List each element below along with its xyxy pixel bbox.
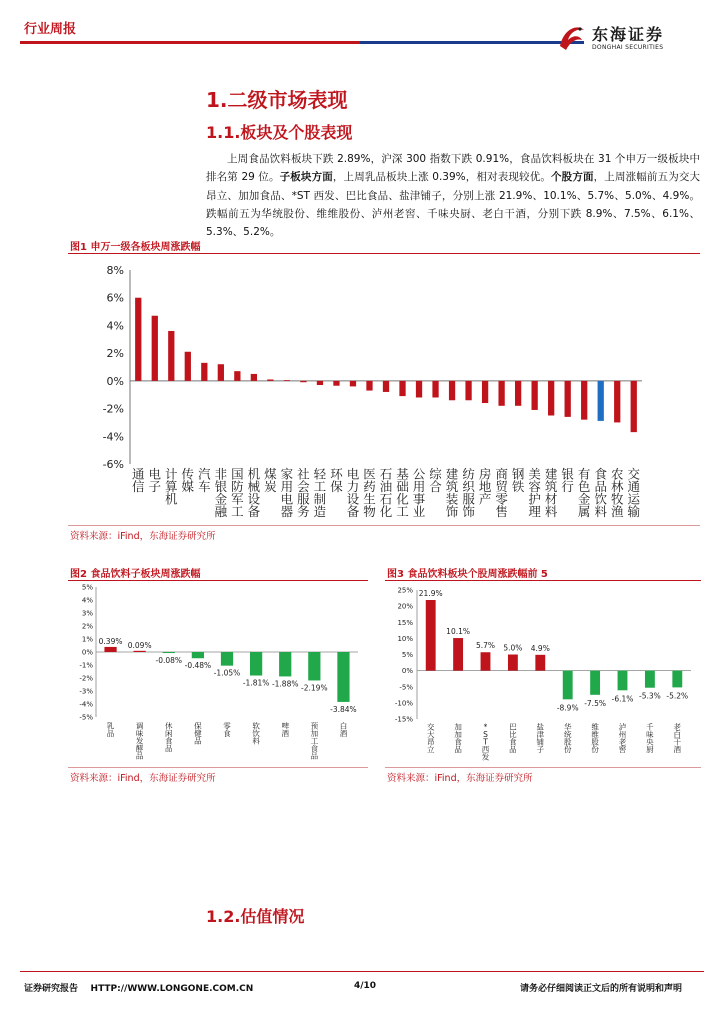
fig2-ytick: -2% [79,674,93,683]
dragon-logo-icon [556,20,588,54]
fig1-bar [135,298,141,381]
fig1-xlabel: 基础化工 [396,466,409,519]
fig1-ytick: -2% [102,402,124,416]
fig2-bar [104,647,116,652]
fig1-bar [317,381,323,385]
fig1-bar [168,331,174,381]
fig3-xlabel: * S T 西发 [481,722,490,762]
fig2-xlabel: 休闲食品 [165,721,173,753]
fig2-xlabel: 乳品 [106,721,115,738]
fig1-ytick: 0% [106,374,124,388]
fig1-xlabel: 非银金融 [214,466,228,519]
fig1-xlabel: 轻工制造 [313,466,327,519]
fig3-bar [590,671,600,695]
fig1-title: 图1 申万一级各板块周涨跌幅 [70,242,201,253]
fig3-xlabel: 交大昂立 [426,722,435,754]
fig1-bar [565,381,571,417]
logo-text-cn: 东海证券 [592,25,665,44]
fig1-xlabel: 公用事业 [412,466,426,519]
fig1-xlabel: 农林牧渔 [610,466,624,519]
fig2-xlabel: 白酒 [339,721,348,738]
fig1-xlabel: 石油石化 [379,466,393,519]
report-type: 行业周报 [24,22,77,37]
fig2-ytick: -4% [79,700,93,709]
fig1-xlabel: 银行 [561,466,574,494]
fig2-xlabel: 保健品 [194,721,202,746]
fig1-bar [300,381,306,382]
fig1-xlabel: 环保 [330,466,343,494]
fig1-xlabel: 煤炭 [264,466,277,494]
fig3-ytick: 15% [397,618,413,627]
fig3-chart [385,583,703,766]
fig3-data-label: -6.1% [611,694,634,704]
para-part-1: 上周食品饮料板块下跌 2.89%，沪深 300 指数下跌 0.91%，食品饮料板块在 31 个申万一级板块中排名第 29 位。 [206,153,700,184]
fig1-bar [267,379,273,380]
fig3-data-label: -7.5% [584,698,606,708]
fig2-xlabel: 软饮料 [252,721,260,746]
fig3-bar [481,652,491,670]
fig1-xlabel: 电子 [148,466,162,494]
fig1-xlabel: 通信 [132,466,145,494]
fig1-ytick: 4% [106,319,124,333]
fig2-bar [250,652,262,676]
fig2-data-label: -0.48% [184,661,212,671]
fig1-bar [631,381,637,432]
fig1-xlabel: 商贸零售 [495,466,508,519]
fig1-bar [548,381,554,416]
fig1-xlabel: 医药生物 [363,466,376,519]
fig1-xlabel: 机械设备 [247,466,261,519]
fig1-bar [218,364,224,381]
fig2-ytick: -5% [79,713,93,722]
fig3-bar [535,655,545,671]
fig2-bar [308,652,320,680]
fig3-xlabel: 泸州老窖 [618,722,627,754]
fig1-bottom-rule [68,525,700,526]
fig3-bar [645,671,655,688]
fig3-title-rule [385,580,701,581]
fig2-data-label: -2.19% [301,683,328,693]
logo-text-en: DONGHAI SECURITIES [592,44,664,51]
fig1-bar [366,381,372,391]
fig1-xlabel: 建筑材料 [544,466,558,519]
fig3-data-label: 5.7% [475,641,496,651]
fig3-data-label: 21.9% [418,588,443,598]
fig3-source: 资料来源：iFind，东海证券研究所 [387,773,533,784]
fig2-bar [221,652,233,666]
fig2-data-label: -3.84% [330,704,357,714]
fig3-ytick: 0% [401,667,413,676]
fig3-xlabel: 老白干酒 [673,722,682,754]
fig3-bar [453,638,463,671]
fig2-data-label: -0.08% [155,656,183,666]
fig3-data-label: -8.9% [556,703,579,713]
para-bold-stock: 个股方面 [551,171,594,184]
footer-left: 证券研究报告 HTTP://WWW.LONGONE.COM.CN [24,984,254,994]
fig2-source: 资料来源：iFind，东海证券研究所 [70,773,216,784]
header-rule [20,41,360,44]
fig2-title: 图2 食品饮料子板块周涨跌幅 [70,569,201,580]
fig2-bar [163,652,175,653]
fig1-bar [350,381,356,387]
fig3-ytick: 25% [397,586,413,595]
fig2-title-rule [68,580,368,581]
fig3-bottom-rule [385,767,701,768]
fig2-xlabel: 预加工食品 [310,721,319,761]
fig1-xlabel: 钢铁 [511,466,525,494]
summary-paragraph [206,150,700,241]
fig1-xlabel: 计算机 [165,466,178,507]
fig2-bottom-rule [68,767,368,768]
fig1-bar [416,381,422,398]
footer-disclaimer: 请务必仔细阅读正文后的所有说明和声明 [520,984,683,994]
fig1-bar [234,371,240,381]
fig1-xlabel: 家用电器 [280,466,294,519]
fig2-data-label: -1.88% [271,679,299,689]
fig1-source: 资料来源：iFind，东海证券研究所 [70,531,216,542]
fig1-xlabel: 交通运输 [627,466,640,519]
fig1-bar [284,380,290,381]
fig1-xlabel: 房地产 [478,466,492,507]
fig3-ytick: 10% [397,634,413,643]
fig3-data-label: 5.0% [503,643,523,653]
para-part-3: ，上周涨幅前五为交大昂立、加加食品、*ST 西发、巴比食品、盐津铺子，分别上涨 21.9%、10.1%、5.7%、5.0%、4.9%。跌幅前五为华统股份、维维股份、泸州老窖、千味央厨、老白干酒，分别下跌 8.9%、7.5%、6.1%、5.3%、5.2%。 [206,171,701,239]
fig2-bar [192,652,204,658]
fig1-xlabel: 国防军工 [231,466,244,519]
fig2-ytick: 2% [81,622,93,631]
fig3-xlabel: 千味央厨 [646,722,654,754]
fig3-data-label: 10.1% [446,627,471,637]
fig2-ytick: -3% [79,687,93,696]
fig1-bar [449,381,455,400]
fig1-title-rule [68,253,700,254]
fig3-title: 图3 食品饮料板块个股周涨跌幅前 5 [387,569,548,580]
fig2-ytick: -1% [79,661,93,670]
fig1-chart [68,256,702,524]
fig2-bar [279,652,291,676]
fig1-bar [201,363,207,381]
fig3-bar [508,655,518,671]
fig3-ytick: 5% [401,651,413,659]
fig1-ytick: 2% [106,347,124,361]
fig3-data-label: 4.9% [530,643,550,653]
fig2-ytick: 4% [81,596,93,605]
fig1-xlabel: 汽车 [198,466,211,494]
fig1-ytick: 8% [106,264,124,277]
fig3-xlabel: 维维股份 [591,722,599,754]
fig2-data-label: 0.09% [127,640,152,650]
fig1-bar [581,381,587,420]
fig1-bar [432,381,438,398]
fig1-ytick: 6% [106,291,124,305]
fig1-bar [598,381,604,421]
fig2-data-label: -1.81% [242,678,270,688]
company-logo [556,20,706,60]
fig2-ytick: 1% [81,635,93,644]
fig3-ytick: -5% [399,683,413,692]
fig1-xlabel: 社会服务 [297,466,310,519]
fig3-bar [618,671,628,691]
fig1-xlabel: 电力设备 [346,466,360,519]
fig1-xlabel: 建筑装饰 [445,466,459,519]
fig3-bar [563,671,573,700]
fig1-bar [482,381,488,403]
fig3-xlabel: 加加食品 [454,722,462,754]
fig3-ytick: -10% [394,699,413,708]
fig1-bar [152,316,158,381]
para-part-2: ，上周乳品板块上涨 0.39%，相对表现较优。 [332,171,552,184]
fig1-xlabel: 美容护理 [528,466,541,519]
next-subsection-heading: 1.2.估值情况 [206,907,305,926]
footer-rule [20,971,704,972]
fig1-bar [185,352,191,381]
page-number: 4/10 [354,981,377,991]
fig1-bar [399,381,405,396]
fig3-xlabel: 盐津铺子 [536,722,545,754]
fig2-xlabel: 调味发酵品 [135,721,144,761]
fig1-bar [383,381,389,392]
fig1-ytick: -4% [102,430,124,444]
subsection-heading: 1.1.板块及个股表现 [206,123,353,142]
fig3-xlabel: 华统股份 [563,722,572,754]
fig2-data-label: 0.39% [98,636,123,646]
fig3-bar [672,671,682,688]
fig1-xlabel: 综合 [429,466,442,494]
fig2-xlabel: 啤酒 [281,721,289,738]
fig1-bar [498,381,504,406]
fig3-bar [426,600,436,671]
fig1-xlabel: 食品饮料 [594,466,607,519]
fig3-data-label: -5.3% [639,691,661,701]
fig1-xlabel: 纺织服饰 [462,466,475,519]
fig2-bar [134,651,146,652]
fig1-bar [333,381,339,386]
fig2-ytick: 3% [81,609,93,618]
fig1-bar [515,381,521,406]
fig3-xlabel: 巴比食品 [509,722,517,754]
fig2-ytick: 5% [81,583,93,592]
para-bold-sector: 子板块方面 [279,171,333,184]
fig2-chart [68,583,370,766]
fig3-data-label: -5.2% [666,691,689,701]
fig1-bar [465,381,471,400]
fig2-ytick: 0% [81,648,93,657]
fig2-bar [337,652,349,702]
fig1-bar [251,374,257,381]
fig1-ytick: -6% [102,458,124,471]
header-rule-blue [360,41,584,44]
fig3-ytick: 20% [397,602,413,611]
fig2-xlabel: 零食 [223,721,231,738]
fig1-bar [614,381,620,423]
fig2-data-label: -1.05% [213,668,241,678]
section-heading: 1.二级市场表现 [206,88,348,112]
fig3-ytick: -15% [394,715,413,724]
fig1-bar [532,381,538,410]
fig1-xlabel: 传媒 [181,466,195,494]
fig1-xlabel: 有色金属 [577,466,591,519]
